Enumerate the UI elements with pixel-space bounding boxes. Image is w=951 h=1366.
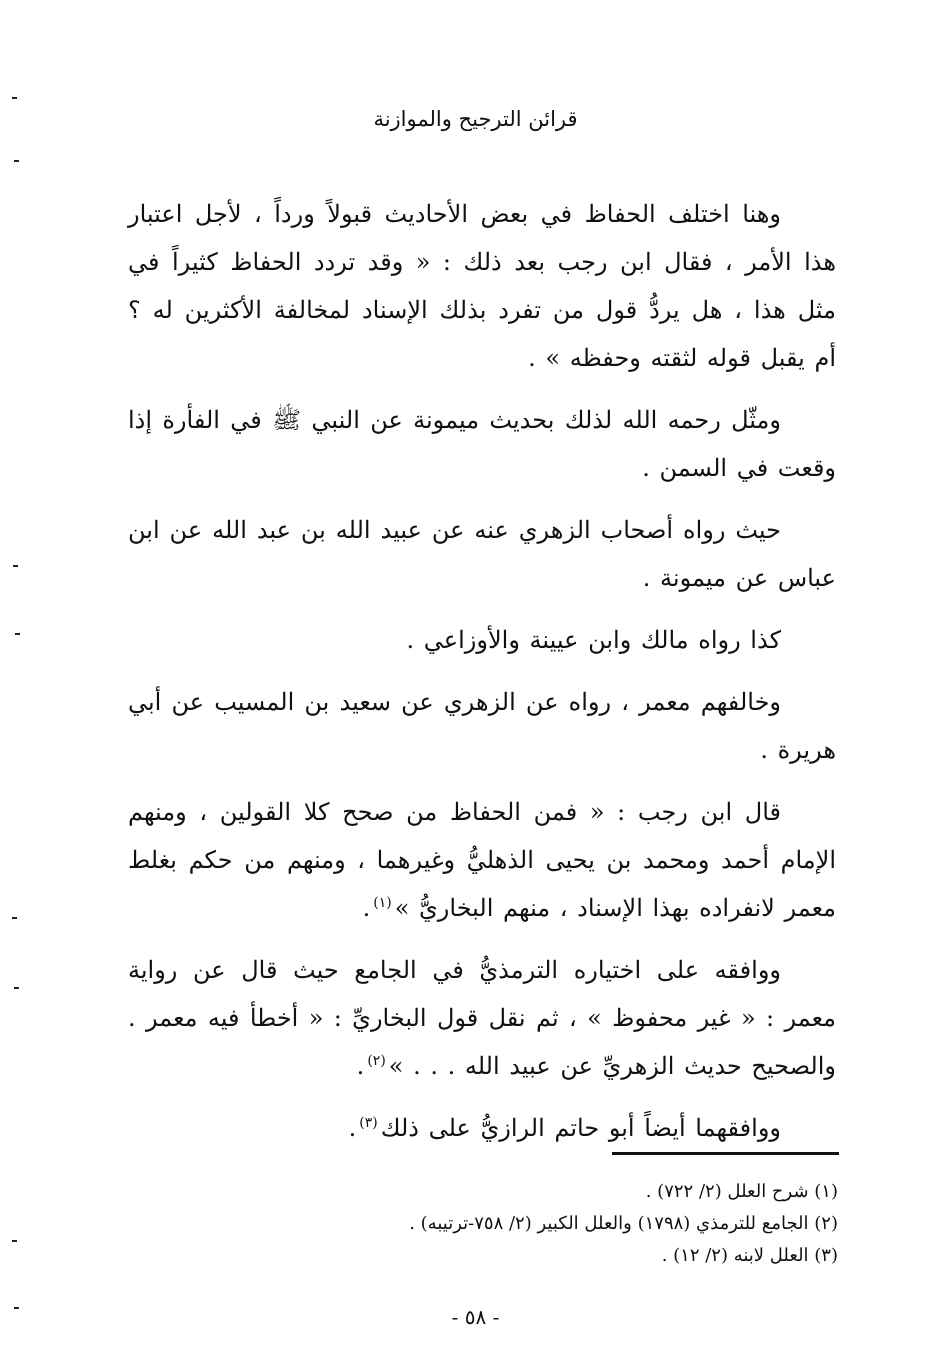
paragraph-2 (128, 396, 836, 492)
paragraph-text: كذا رواه مالك وابن عيينة والأوزاعي . (406, 626, 781, 654)
paragraph-3 (128, 506, 836, 602)
paragraph-6 (128, 788, 836, 932)
body-text (128, 190, 836, 1166)
scan-margin-mark (12, 1240, 17, 1242)
paragraph-8 (128, 1104, 836, 1152)
paragraph-text: قال ابن رجب : « فمن الحفاظ من صحح كلا القولين ، ومنهم الإمام أحمد ومحمد بن يحيى الذهليُّ وغيرهما ، ومنهم من حكم بغلط معمر لانفراده بهذا الإسناد ، منهم البخاريُّ » (128, 798, 836, 922)
footnote-1: (١) شرح العلل (٢/ ٧٢٢) . (645, 1181, 838, 1202)
scan-margin-mark (15, 633, 20, 635)
paragraph-text: حيث رواه أصحاب الزهري عنه عن عبيد الله بن عبد الله عن ابن عباس عن ميمونة . (128, 516, 836, 592)
paragraph-1 (128, 190, 836, 382)
paragraph-tail: . (348, 1114, 357, 1142)
paragraph-tail: . (356, 1052, 365, 1080)
paragraph-tail: . (362, 894, 371, 922)
scan-margin-mark (14, 987, 19, 989)
footnote-ref-1[interactable]: (١) (373, 895, 392, 911)
footnote-ref-3[interactable]: (٣) (359, 1115, 378, 1131)
scan-margin-mark (14, 160, 19, 162)
footnote-divider (612, 1152, 839, 1155)
scan-margin-mark (14, 1307, 19, 1309)
page-number: - ٥٨ - (451, 1305, 500, 1329)
footnote-3: (٣) العلل لابنه (٢/ ١٢) . (661, 1245, 838, 1266)
paragraph-text: وخالفهم معمر ، رواه عن الزهري عن سعيد بن المسيب عن أبي هريرة . (128, 688, 836, 764)
paragraph-5 (128, 678, 836, 774)
scan-margin-mark (12, 917, 17, 919)
footnote-2: (٢) الجامع للترمذي (١٧٩٨) والعلل الكبير (٢/ ٧٥٨-ترتيبه) . (409, 1213, 838, 1234)
paragraph-text: ومثّل رحمه الله لذلك بحديث ميمونة عن النبي ﷺ في الفأرة إذا وقعت في السمن . (128, 406, 836, 482)
paragraph-text: ووافقه على اختياره الترمذيُّ في الجامع حيث قال عن رواية معمر : « غير محفوظ » ، ثم نقل قول البخاريِّ : « أخطأ فيه معمر . والصحيح حديث الزهريِّ عن عبيد الله . . . » (128, 956, 836, 1080)
running-header: قرائن الترجيح والموازنة (373, 107, 578, 131)
paragraph-7 (128, 946, 836, 1090)
footnotes (300, 1176, 838, 1272)
footnote-ref-2[interactable]: (٢) (367, 1053, 386, 1069)
scan-margin-mark (12, 97, 17, 99)
paragraph-text: ووافقهما أيضاً أبو حاتم الرازيُّ على ذلك (380, 1114, 781, 1142)
paragraph-text: وهنا اختلف الحفاظ في بعض الأحاديث قبولاً ورداً ، لأجل اعتبار هذا الأمر ، فقال ابن رجب بعد ذلك : « وقد تردد الحفاظ كثيراً في مثل هذا ، هل يردُّ قول من تفرد بذلك الإسناد لمخالفة الأكثرين له ؟ أم يقبل قوله لثقته وحفظه » . (128, 200, 836, 372)
scan-margin-mark (13, 565, 18, 567)
paragraph-4 (128, 616, 836, 664)
